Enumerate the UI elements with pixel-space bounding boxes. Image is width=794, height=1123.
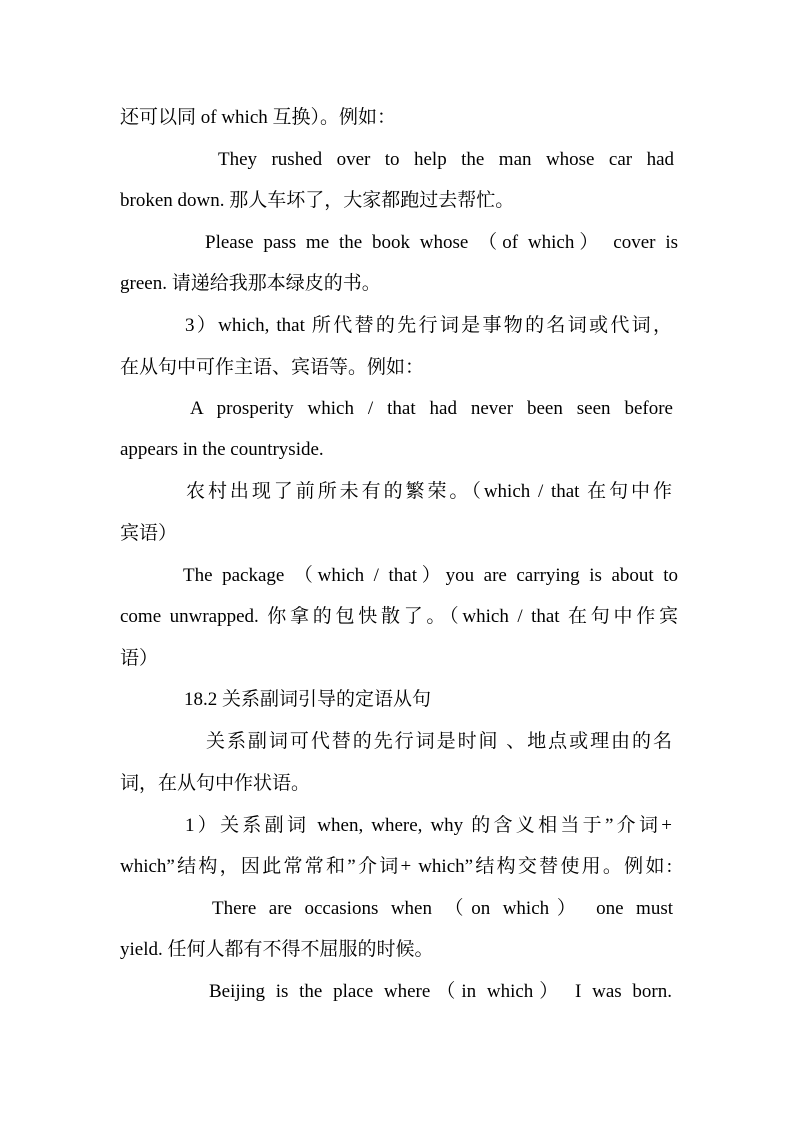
text-line-7: 在从句中可作主语、宾语等。例如： — [120, 357, 425, 378]
text-line-8: A prosperity which / that had never been seen before — [190, 398, 673, 419]
section-heading: 18.2 关系副词引导的定语从句 — [184, 689, 432, 710]
text-line-6: 3）which, that 所代替的先行词是事物的名词或代词， — [185, 315, 672, 336]
text-line-12: The package （which / that）you are carrying is about to — [183, 565, 678, 586]
text-line-1: 还可以同 of which 互换）。例如： — [120, 107, 397, 128]
text-line-3: broken down. 那人车坏了，大家都跑过去帮忙。 — [120, 190, 515, 211]
text-line-2: They rushed over to help the man whose car had — [218, 149, 674, 170]
text-line-20: There are occasions when （on which） one must — [212, 898, 673, 919]
text-line-16: 关系副词可代替的先行词是时间 、地点或理由的名 — [206, 731, 672, 752]
text-line-9: appears in the countryside. — [120, 439, 324, 460]
text-line-18: 1）关系副词 when, where, why 的含义相当于”介词+ — [185, 815, 672, 836]
text-line-14: 语） — [120, 648, 159, 669]
text-line-22: Beijing is the place where（in which） I was born. — [209, 981, 672, 1002]
text-line-21: yield. 任何人都有不得不屈服的时候。 — [120, 939, 434, 960]
text-line-10: 农村出现了前所未有的繁荣。（which / that 在句中作 — [186, 481, 672, 502]
text-line-4: Please pass me the book whose （of which） cover is — [205, 232, 678, 253]
text-line-13: come unwrapped. 你拿的包快散了。（which / that 在句中作宾 — [120, 606, 678, 627]
text-line-11: 宾语） — [120, 523, 178, 544]
text-line-19: which”结构，因此常常和”介词+ which”结构交替使用。例如: — [120, 856, 672, 877]
text-line-5: green. 请递给我那本绿皮的书。 — [120, 273, 381, 294]
text-line-17: 词，在从句中作状语。 — [120, 773, 311, 794]
